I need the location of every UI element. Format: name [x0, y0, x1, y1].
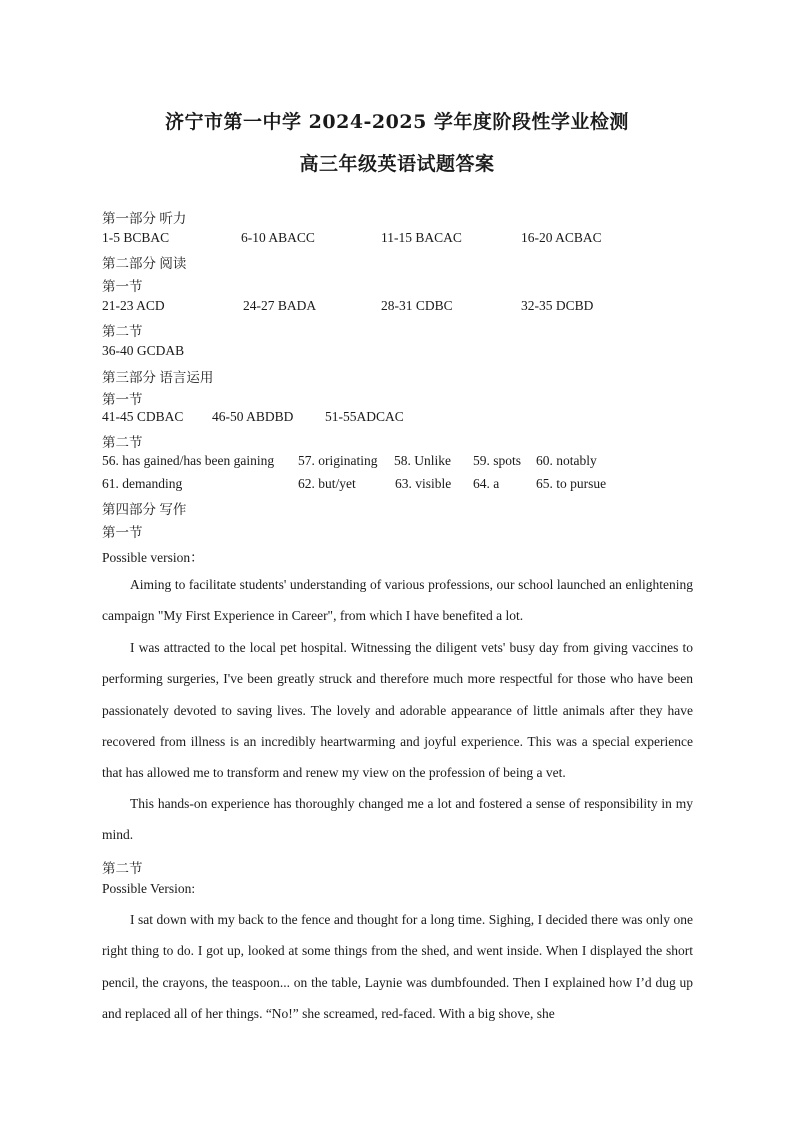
fill-answer: 60. notably: [536, 453, 597, 468]
answer-group: 32-35 DCBD: [521, 298, 594, 313]
answer-group: 21-23 ACD: [102, 298, 165, 313]
answer-group: 41-45 CDBAC: [102, 409, 184, 424]
part2-heading: 第二部分 阅读: [102, 256, 187, 271]
fill-answer: 57. originating: [298, 453, 378, 468]
section-heading: 第二节: [102, 324, 143, 339]
answer-group: 36-40 GCDAB: [102, 343, 185, 358]
answer-group: 6-10 ABACC: [241, 230, 315, 245]
answer-group: 28-31 CDBC: [381, 298, 453, 313]
section-heading: 第二节: [102, 861, 143, 876]
possible-version-label: Possible Version:: [102, 881, 196, 896]
fill-answer: 59. spots: [473, 453, 522, 468]
fill-answer: 64. a: [473, 476, 500, 491]
answer-group: 51-55ADCAC: [325, 409, 404, 424]
possible-version-label: Possible version：: [102, 550, 204, 565]
answer-group: 46-50 ABDBD: [212, 409, 294, 424]
fill-answer: 65. to pursue: [536, 476, 607, 491]
section-heading: 第一节: [102, 279, 143, 294]
essay-paragraph: I was attracted to the local pet hospital. Witnessing the diligent vets' busy day from giving vaccines to performing surgeries, I've been greatly struck and therefore much more respectful for those who have been passionately devoted to saving lives. The lovely and adorable appearance of little animals after they have recovered from illness is an incredibly heartwarming and joyful experience. This was a special experience that has allowed me to transform and renew my view on the profession of being a vet.: [102, 640, 693, 781]
answer-group: 11-15 BACAC: [381, 230, 462, 245]
fill-answer: 58. Unlike: [394, 453, 451, 468]
part4-heading: 第四部分 写作: [102, 502, 187, 517]
part3-heading: 第三部分 语言运用: [102, 370, 214, 385]
document-subtitle: 高三年级英语试题答案: [299, 153, 495, 175]
part1-heading: 第一部分 听力: [102, 211, 187, 226]
answer-group: 1-5 BCBAC: [102, 230, 170, 245]
fill-answer: 56. has gained/has been gaining: [102, 453, 275, 468]
document-title: 济宁市第一中学 2024-2025 学年度阶段性学业检测: [165, 111, 629, 133]
section-heading: 第一节: [102, 392, 143, 407]
section-heading: 第二节: [102, 435, 143, 450]
fill-answer: 62. but/yet: [298, 476, 356, 491]
fill-answer: 61. demanding: [102, 476, 183, 491]
fill-answer: 63. visible: [395, 476, 452, 491]
section-heading: 第一节: [102, 525, 143, 540]
essay-paragraph: This hands-on experience has thoroughly changed me a lot and fostered a sense of responsibility in my mind.: [102, 796, 693, 843]
essay-paragraph: Aiming to facilitate students' understanding of various professions, our school launched an enlightening campaign "My First Experience in Career", from which I have benefited a lot.: [102, 577, 693, 624]
answer-group: 16-20 ACBAC: [521, 230, 602, 245]
answer-group: 24-27 BADA: [243, 298, 317, 313]
essay-paragraph: I sat down with my back to the fence and thought for a long time. Sighing, I decided there was only one right thing to do. I got up, looked at some things from the shed, and went inside. When I displayed the short pencil, the crayons, the teaspoon... on the table, Laynie was dumbfounded. Then I explained how I’d dug up and replaced all of her things. “No!” she screamed, red-faced. With a big shove, she: [102, 912, 693, 1021]
